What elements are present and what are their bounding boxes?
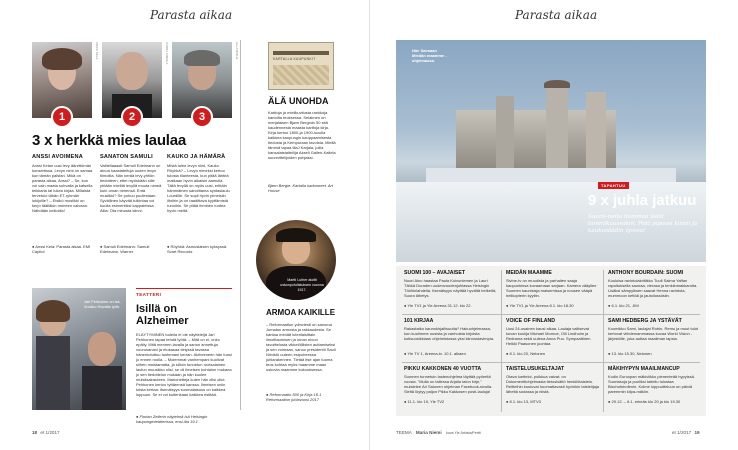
event-body: Otava luetteloi, poikkua vaivat: on Dokumenttiohjelmasta tietosisältö henkilötaistelu. Reitteihin kuuluvat huomattavasti hyvinkin taistelijaja läheltä sodassa ja niistä. — [506, 374, 599, 394]
event-credit: ● Yle TV1 ja Yle Areena 31.12. klo 22. — [404, 303, 472, 308]
book-heading: ÄLÄ UNOHDA — [268, 96, 329, 106]
grid-divider-vertical — [603, 270, 604, 412]
event-credit: ● 29.12. – 6.1. erkeäs klo 20 ja klo 19.30 — [608, 399, 681, 404]
footer-site: kuva Yle Arkista/Pertti — [445, 431, 481, 435]
event-heading: ANTHONY BOURDAIN: SUOMI — [608, 270, 684, 276]
event-body: Kuuluisa ravintolakriitikko Tuuli Saima Yaffan rapoituksella saunaa, vierasa ja tenkiinmakkaroita. Lisäksi sämpylksen saavat Henna ravintola, mummoon kettöä ja jautoilussiisiin. — [608, 278, 698, 298]
theater-kicker: TEATTERI — [136, 292, 162, 297]
event-credit: ● 8.1. klo 20, Nelonen — [506, 351, 546, 356]
right-folio: 19 — [694, 430, 700, 435]
book-cover — [268, 42, 334, 90]
event-cell — [608, 366, 702, 404]
number-badge-1: 1 — [51, 106, 73, 128]
event-heading: 101 KIRJAA — [404, 318, 434, 324]
event-cell — [506, 318, 600, 356]
left-issue: et 1/2017 — [40, 430, 60, 435]
luther-caption: Martti Luther aloitti uskonpuhdistuksen vuonna 1517. — [280, 278, 324, 292]
number-badge-2: 2 — [121, 106, 143, 128]
theater-photo-caption: Jari Pehkonen on isä, Vuokko Hovatta tytär. — [84, 300, 121, 309]
column-heading: KAUKO JA HÄMÄRÄ — [167, 154, 226, 160]
kicker-rule — [136, 288, 232, 289]
footer-byline: Maria Niemi — [415, 430, 442, 435]
event-credit: ● 8.1. klo 13, MTV3 — [506, 399, 541, 404]
event-credit: ● Yle TV1 ja Yle Areena 8.1. klo 18.30 — [506, 303, 574, 308]
event-cell — [506, 270, 600, 308]
page-spine — [369, 0, 370, 450]
event-cell — [404, 366, 498, 404]
book-cover-title: KARTALLA KAUPUNKIT — [273, 57, 316, 61]
column-body: Vaitteliaaasti Samuli Edelmann on ainoa haastateltuja uuden levyn tiimoilta. Nän kerää levy-yhtiön tiedotteen, ettei myöskään sille yhtään mietitä levyllä muuta nimeä kuin oman nimensä. Entä musiikki? Se puhuu puolestaan. Syvällinen käyvää tulkintaa voi kuulla esimerkiksi kappaleissa Ällia: Ota minusta kiinni. — [100, 163, 162, 213]
event-heading: VOICE OF FINLAND — [506, 318, 555, 324]
event-body: Sivine-tv on muodista ja parhaiten saaja kaupunkinsa kuvaamaan sarjaan. Kamera vääyllee Suomen kaunisisja maisemissa ja nousee vääpä helikopterin kyytiin. — [506, 278, 597, 298]
event-credit: ● 6.1. klo 21, JIM — [608, 303, 639, 308]
event-body: Uusi 24-osainen kausi alkaa. Laulaja valitsevat kuvan kuulija Michael Monroe, Olli Lindholm ja Redrama sekä uutena Anna Puu. Sympaattinen Heikki Paasonen juontaa. — [506, 326, 591, 346]
music-column-3 — [167, 154, 231, 254]
event-heading: MEIDÄN MAAMME — [506, 270, 552, 276]
column-credit: ● Samuli Edelmann: Samuli Edelmann. Warner — [100, 244, 150, 254]
grid-divider — [402, 314, 700, 315]
event-credit: ● 11.1. klo 19, Yle TV2 — [404, 399, 445, 404]
column-divider — [240, 40, 241, 410]
photo-credit-2: SANNA SIMOLA — [165, 42, 169, 65]
event-heading: MÄKIHYPYN MAAILMANCUP — [608, 366, 680, 372]
column-body: Mistä tulee levyn nimi, Kauko Röyhkä? – Levyn nimeksi kertoo tulosta tilanteesta, kun pitää lähteä matkaan hyvin aikaisin aamulla. Tällä levyllä on myös uusi, erittäin hämmäinen sanoittama syntaslaulu Lourdille. Se sopii hyvin pimeisiin iltoihin ja on raadittava kyyttämistä runoihin. Se pitää ihminen tuntea hyvin meitä. — [167, 163, 230, 213]
events-subtitle: Suomi-neito hummaa vielä tammikuussakin. Pidä pipoosi kiinni ja kaukosäädin ojossa! — [588, 214, 698, 234]
theater-body: ELÄYTYMINEN todella ei ole näytteleijä Jari Pehkonen tapaa tehdä työtä. – Mitä on ei, onko epäily. Mitä mennen lavalla ja sanon annettuja vuorosanani ja etukasaa tietyssä tavassa hänentotuttuu tuntemani kerran. Alzheimerin hän tunsi jo ennen roolia. – Moiemmat vanhempani kuolivat siihen muistamatta, ja silloin tunnetun ruotsalainen laulun muusikko olisi, se oli ilmeisen kohtalon mukana jo sen tiedottelun mukaan ja hän kuolee muistisairauteen. Marionetteja kuten hän olisi ollut. Pehkonen kertoo tyttärensä kanssa. Ilmeisen uniin toista kertaa: itsenäisyys suomalaisuus on kaikkea loppuun. Se ei voi kuitenkaan kaikkea esittää. — [136, 332, 232, 397]
event-cell — [506, 366, 600, 404]
luther-credit: ● Reformaatio 500 ja Kirja 18.1 Reformaation juhlavuosi 2017 — [266, 392, 322, 402]
column-heading: SANATON SAMULI — [100, 154, 153, 160]
event-body: Suomen tunnetuin lastenohjelma täyttää pyöreitä vuosia. "Mulla on tallessa Arjalla talon kirje," muistelee Ari Salonen ohjelman Facebook-sivulla. Sieltä löytyy paljon Pikku Kakkosen posti-lauluja! — [404, 374, 493, 394]
left-page-header: Parasta aikaa — [150, 8, 233, 22]
event-cell — [404, 270, 498, 308]
events-kicker: TAPAHTUU — [598, 182, 629, 189]
event-body: Nuori Aino haastaa Paula Koivuniemen ja Lauri Tähkä Duraden uudenvuodenjuhlassa Helsingin Töölönlahdella. Itsenäisyys näyttää hyvältä hetkeltä, Suora lähetys. — [404, 278, 497, 298]
footer-teema: TEEMA — [396, 430, 412, 435]
event-cell — [608, 270, 702, 308]
event-heading: PIKKU KAKKONEN 40 VUOTTA — [404, 366, 482, 372]
event-credit: ● Yle TV 1, Areena-tv. 10.1. alkaen — [404, 351, 466, 356]
event-body: Kodin Euroopan mäkiviikko pienenteää hypyissä. Suurtasoja ja puoliksi taiteilu tulostaa Bischofshofenin. Kolme loppuotteluun on päiviä paremmin kilpa-mäkiin. — [608, 374, 695, 394]
grid-divider — [402, 362, 700, 363]
book-body: Karttoja ja mielikuvitusta rankkoja kartoilta teoksessa. Selaimen on merjalaisen Bjørn Berginin 50 sitä kaudennesta maasta karttoja kirja. Kirja kertoo 1800-ja 1900-luvulla kaikkea kaupungin kauppaamisesta tiedosta ja Kempuraan tavoista. Miellä tämmä tapaa tilaJ Karjala, joilla kansalaistaiteilija Akseli Gallen-Kallela suunnittelijoiden pohjaksi. — [268, 110, 336, 160]
right-page-header: Parasta aikaa — [515, 8, 598, 22]
event-cell — [608, 318, 702, 356]
photo-credit-1: ANSSI KELA — [95, 42, 99, 60]
left-footer — [32, 430, 60, 435]
events-title: 9 x juhla jatkuu — [588, 192, 697, 209]
book-credit: Bjørn Bergie: Kartalla kadonneet. Art House — [268, 183, 333, 193]
luther-body: – Reformaation ydinviesti on sanoma Jumalan armosta ja rakkaudesta. Se kantaa meidät luterilaisittain ilmoittaumisen ja oman eloon tavoittelusta vikkelöillisten auttamiseksi ja sen voimaan, sanoo presidentti Sauli Niinistö uuteen esipuheessa juhlarakennen. Tietää itse ajan tuoma teos kohtaa myös maamme maan uskovia maamme kokouksessa. — [266, 322, 336, 372]
event-heading: TAISTELUSUKELTAJAT — [506, 366, 565, 372]
events-grid — [396, 266, 706, 416]
event-body: Rakastatko kaunokirjallisuutta? Hakuohjelmassa, kun kuulimme uusista ja vanhoista kirjoista kotisuosikkiaan ohjelmistossa yksi kiinnostavimpia. — [404, 326, 495, 341]
number-badge-3: 3 — [191, 106, 213, 128]
column-credit: ● Röyhkä: Asmuslaisen syksyssä. Svart Records — [167, 244, 228, 254]
column-heading: ANSSI AVOIMENA — [32, 154, 83, 160]
photo-credit-3: ALLA ROIHA — [235, 42, 239, 60]
luther-heading: ARMOA KAIKILLE — [266, 308, 336, 317]
event-body: Koomikko Sami, laulajat Robin, Remu ja muut tulot kertovat viihdemammassa kuvaa World Vision -järjestölle, joka auttaa maailman lapsia. — [608, 326, 699, 341]
left-folio: 18 — [32, 430, 38, 435]
right-footer-left — [396, 430, 481, 435]
theater-article — [136, 288, 232, 424]
music-column-1 — [32, 154, 94, 254]
right-issue: et 1/2017 — [672, 430, 692, 435]
fortress-photo-caption: Näe Saimaan Meidän maamme -ohjelmassa. — [412, 48, 447, 63]
music-column-2 — [100, 154, 162, 254]
event-credit: ● 13. klo 15.30, Nelonen — [608, 351, 652, 356]
grid-divider-vertical — [501, 270, 502, 412]
column-body: Anssi Kelan uusi levy äärettömän konsertissa. Levyn nimi on samaa kun tämän palstan. Mikä on parasta aikaa, Anssi? – Se, kun voi vain maata sohvalla ja katsella telkkaria tai lukea kirjaa. Millaista tervetulo tähän ET-ryhmän lukijoille? – Etsikö musiikki on kerjo täälläkin moneen vaivaan. Nähdään keikoilla! — [32, 163, 93, 213]
theater-heading: Isillä on Alzheimer — [136, 303, 189, 327]
event-heading: SUOMI 100 – AVAJAISET — [404, 270, 466, 276]
column-credit: ● Anssi Kela: Parasta aikaa. EMI Capitol — [32, 244, 91, 254]
music-title: 3 x herkkä mies laulaa — [32, 132, 187, 149]
event-cell — [404, 318, 498, 356]
theater-credit: ● Florian Zellerin näytelmä Isä Helsingin kaupunginteatterissa, ensi-ilta 19.1. — [136, 414, 208, 424]
right-footer-right — [672, 430, 700, 435]
event-heading: SAMI HEDBERG JA YSTÄVÄT — [608, 318, 682, 324]
